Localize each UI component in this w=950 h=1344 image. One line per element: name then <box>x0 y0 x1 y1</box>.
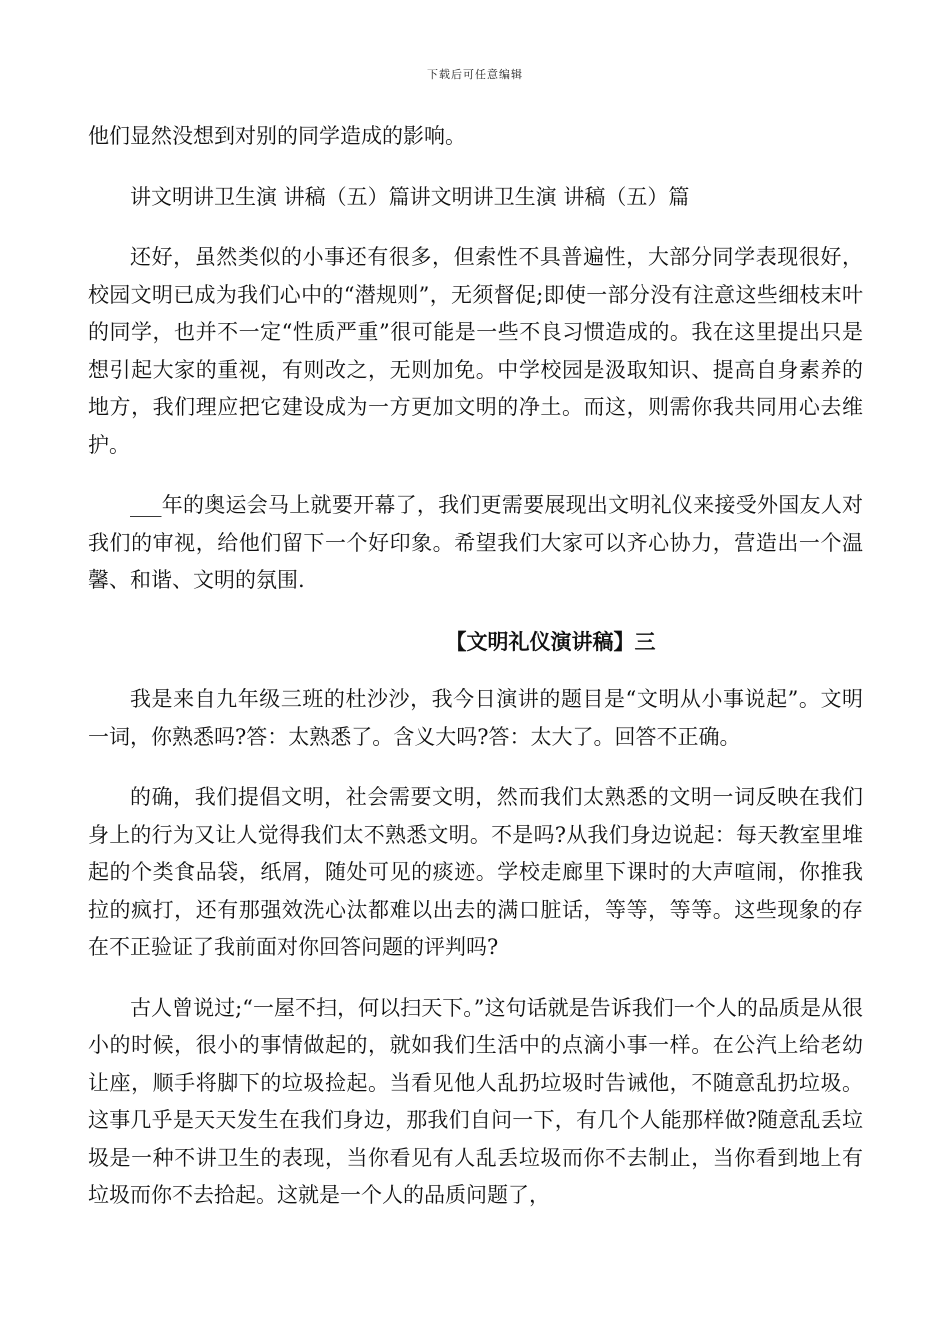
paragraph: 我是来自九年级三班的杜沙沙，我今日演讲的题目是“文明从小事说起”。文明一词，你熟悉吗?答：太熟悉了。含义大吗?答：太大了。回答不正确。 <box>88 687 863 749</box>
paragraph-continuation: 他们显然没想到对别的同学造成的影响。 <box>88 124 466 148</box>
paragraph: 古人曾说过;“一屋不扫，何以扫天下。”这句话就是告诉我们一个人的品质是从很小的时候，很小的事情做起的，就如我们生活中的点滴小事一样。在公汽上给老幼让座，顺手将脚下的垃圾捡起。当看见他人乱扔垃圾时告诫他，不随意乱扔垃圾。这事几乎是天天发生在我们身边，那我们自问一下，有几个人能那样做?随意乱丢垃圾是一种不讲卫生的表现，当你看见有人乱丢垃圾而你不去制止，当你看到地上有垃圾而你不去拾起。这就是一个人的品质问题了， <box>88 995 863 1207</box>
paragraph: 的确，我们提倡文明，社会需要文明，然而我们太熟悉的文明一词反映在我们身上的行为又让人觉得我们太不熟悉文明。不是吗?从我们身边说起：每天教室里堆起的个类食品袋，纸屑，随处可见的痰迹。学校走廊里下课时的大声喧闹，你推我拉的疯打，还有那强效洗心汰都难以出去的满口脏话，等等，等等。这些现象的存在不正验证了我前面对你回答问题的评判吗? <box>88 785 863 959</box>
header-note: 下载后可任意编辑 <box>427 68 523 81</box>
document-body <box>88 118 863 1238</box>
paragraph: 还好，虽然类似的小事还有很多，但索性不具普遍性，大部分同学表现很好，校园文明已成为我们心中的“潜规则”，无须督促;即使一部分没有注意这些细枝末叶的同学，也并不一定“性质严重”很可能是一些不良习惯造成的。我在这里提出只是想引起大家的重视，有则改之，无则加免。中学校园是汲取知识、提高自身素养的地方，我们理应把它建设成为一方更加文明的净土。而这，则需你我共同用心去维护。 <box>88 245 863 457</box>
paragraph: ___年的奥运会马上就要开幕了，我们更需要展现出文明礼仪来接受外国友人对我们的审视，给他们留下一个好印象。希望我们大家可以齐心协力，营造出一个温馨、和谐、文明的氛围. <box>88 493 863 592</box>
section-heading: 【文明礼仪演讲稿】三 <box>445 628 656 654</box>
paragraph-title-line: 讲文明讲卫生演 讲稿（五）篇讲文明讲卫生演 讲稿（五）篇 <box>130 184 690 209</box>
